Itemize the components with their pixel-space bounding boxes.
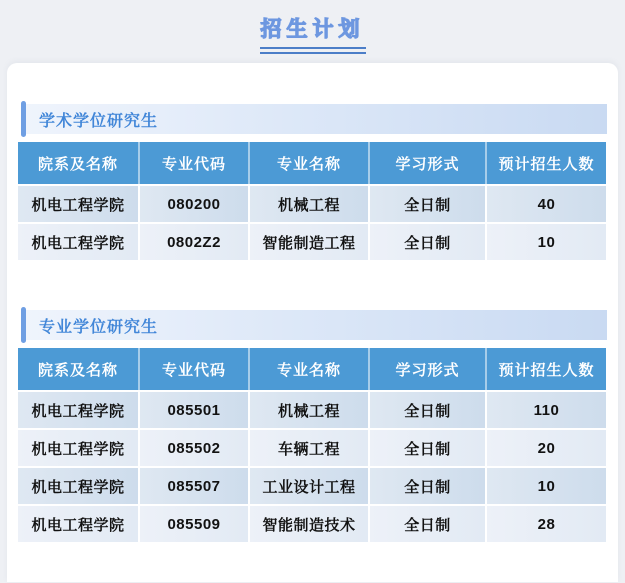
page-title: 招生计划 [260, 18, 365, 41]
section-academic [7, 101, 618, 260]
section-heading-professional [21, 307, 607, 343]
cell-major-name: 机械工程 [250, 390, 370, 428]
cell-major-name: 车辆工程 [250, 428, 370, 466]
table-header-row [18, 348, 606, 390]
cell-study-form: 全日制 [370, 428, 487, 466]
column-header-major-code: 专业代码 [140, 142, 250, 184]
academic-table [18, 142, 606, 260]
cell-department: 机电工程学院 [18, 390, 140, 428]
cell-study-form: 全日制 [370, 184, 487, 222]
column-header-department: 院系及名称 [18, 142, 140, 184]
section-heading-academic [21, 101, 607, 137]
column-header-study-form: 学习形式 [370, 142, 487, 184]
section-heading-label: 专业学位研究生 [39, 318, 159, 336]
table-row [18, 466, 606, 504]
section-heading-band [26, 104, 607, 134]
cell-planned-enrollment: 20 [487, 428, 606, 466]
cell-major-code: 085509 [140, 504, 250, 542]
column-header-major-code: 专业代码 [140, 348, 250, 390]
cell-department: 机电工程学院 [18, 466, 140, 504]
cell-major-name: 智能制造技术 [250, 504, 370, 542]
cell-department: 机电工程学院 [18, 184, 140, 222]
cell-major-code: 085501 [140, 390, 250, 428]
cell-study-form: 全日制 [370, 466, 487, 504]
cell-major-name: 机械工程 [250, 184, 370, 222]
cell-department: 机电工程学院 [18, 504, 140, 542]
cell-major-code: 080200 [140, 184, 250, 222]
cell-major-code: 0802Z2 [140, 222, 250, 260]
column-header-planned-enrollment: 预计招生人数 [487, 142, 606, 184]
cell-department: 机电工程学院 [18, 222, 140, 260]
professional-table [18, 348, 606, 542]
cell-department: 机电工程学院 [18, 428, 140, 466]
cell-study-form: 全日制 [370, 390, 487, 428]
cell-major-name: 工业设计工程 [250, 466, 370, 504]
table-row [18, 504, 606, 542]
section-heading-label: 学术学位研究生 [39, 112, 159, 130]
column-header-major-name: 专业名称 [250, 142, 370, 184]
cell-study-form: 全日制 [370, 504, 487, 542]
title-underline [260, 47, 366, 54]
cell-major-code: 085502 [140, 428, 250, 466]
section-professional [7, 307, 618, 542]
table-row [18, 390, 606, 428]
content-card [7, 63, 618, 582]
cell-major-name: 智能制造工程 [250, 222, 370, 260]
table-row [18, 184, 606, 222]
cell-major-code: 085507 [140, 466, 250, 504]
column-header-major-name: 专业名称 [250, 348, 370, 390]
column-header-department: 院系及名称 [18, 348, 140, 390]
cell-planned-enrollment: 40 [487, 184, 606, 222]
table-row [18, 222, 606, 260]
page-header [0, 0, 625, 54]
table-row [18, 428, 606, 466]
table-header-row [18, 142, 606, 184]
cell-study-form: 全日制 [370, 222, 487, 260]
section-heading-band [26, 310, 607, 340]
column-header-study-form: 学习形式 [370, 348, 487, 390]
column-header-planned-enrollment: 预计招生人数 [487, 348, 606, 390]
cell-planned-enrollment: 28 [487, 504, 606, 542]
cell-planned-enrollment: 10 [487, 222, 606, 260]
cell-planned-enrollment: 110 [487, 390, 606, 428]
cell-planned-enrollment: 10 [487, 466, 606, 504]
